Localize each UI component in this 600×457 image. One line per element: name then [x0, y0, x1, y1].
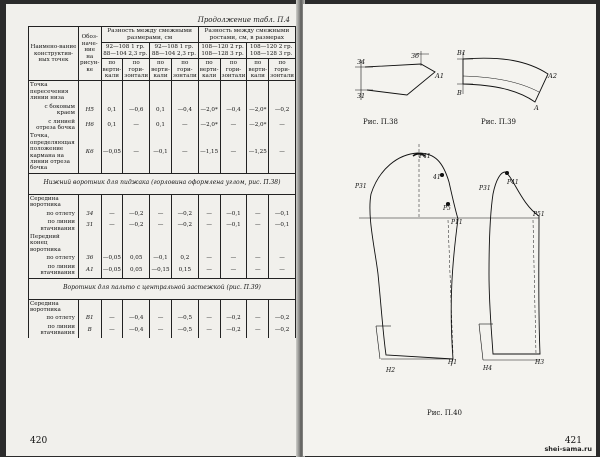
fig40-label: Р5	[443, 205, 451, 212]
left-page	[6, 4, 298, 456]
row-value: —0,05	[102, 255, 121, 262]
row-value: —0,2	[123, 210, 150, 218]
subheader: 92—108 1 гр. 88—104 2,3 гр.	[101, 43, 150, 59]
row-value	[150, 233, 172, 254]
row-value: —0,2	[171, 218, 198, 233]
row-value: —	[198, 323, 220, 338]
row-value	[198, 194, 220, 209]
row-value	[123, 194, 150, 209]
header-group-size: Разность между смежными размерами, см	[101, 27, 198, 43]
row-value: —0,2	[220, 323, 247, 338]
row-value: —	[123, 132, 150, 173]
fig40-label: Р31	[355, 183, 367, 190]
table-row	[29, 103, 296, 118]
row-value: —0,15	[150, 263, 172, 278]
subheader: 108—120 2 гр. 108—128 3 гр.	[247, 43, 296, 59]
row-value: —	[150, 210, 172, 218]
row-value	[123, 299, 150, 314]
row-value	[123, 233, 150, 254]
row-value	[171, 233, 198, 254]
row-value	[220, 233, 247, 254]
row-value	[247, 81, 269, 103]
row-value	[220, 299, 247, 314]
axis-header: по гори-зонтали	[124, 60, 149, 79]
table-row	[29, 132, 296, 173]
table-continuation-note: Продолжение табл. П.4	[197, 16, 290, 24]
row-code	[78, 233, 101, 254]
row-value: —0,1	[150, 132, 172, 173]
row-code: Н5	[78, 103, 101, 118]
row-value: —0,4	[171, 103, 198, 118]
row-value: —	[269, 118, 296, 133]
row-value	[150, 194, 172, 209]
row-name: по линии втачивания	[29, 263, 79, 278]
row-value: —	[198, 210, 220, 218]
table-row	[29, 194, 296, 209]
row-value	[101, 233, 123, 254]
row-value: 0,05	[123, 254, 150, 262]
row-code	[78, 81, 101, 103]
row-name: Точка, определяющая положение кармана на линии отреза бочка	[29, 132, 79, 173]
header-designation: Обоз-наче-ние на рисун-ке	[78, 27, 101, 81]
section-title-collar-jacket: Нижний воротник для пиджака (горловина оформлена углом, рис. П.38)	[29, 173, 296, 194]
figure-p40-under-sleeve	[479, 171, 540, 360]
fig40-label: Р41	[507, 179, 519, 186]
row-code: Н6	[78, 118, 101, 133]
row-value: —	[198, 263, 220, 278]
row-value: —1,15	[198, 132, 220, 173]
grading-table	[28, 26, 296, 338]
table-row	[29, 233, 296, 254]
row-value: —2,0*	[198, 103, 220, 118]
row-code: В	[78, 323, 101, 338]
row-value: —0,6	[123, 103, 150, 118]
row-code	[78, 194, 101, 209]
row-value: —	[101, 218, 123, 233]
fig40-label: Н2	[386, 367, 396, 374]
row-value	[269, 233, 296, 254]
axis-header: по верти-кали	[102, 60, 122, 79]
axis-header: по гори-зонтали	[270, 60, 294, 79]
fig40-label: Р51	[533, 211, 545, 218]
row-value: —	[247, 263, 269, 278]
row-value: —	[101, 210, 123, 218]
row-value: —0,2	[269, 314, 296, 322]
figure-p39-coat-collar	[457, 52, 548, 102]
row-value: —2,0*	[198, 118, 220, 133]
row-value: —0,1	[269, 218, 296, 233]
fig39-label: В	[457, 89, 462, 97]
fig38-label: З4	[357, 58, 366, 66]
row-value: —0,2	[123, 218, 150, 233]
row-value: 0,1	[101, 118, 123, 133]
row-name: Середина воротника	[29, 194, 79, 209]
row-value: —	[101, 323, 123, 338]
row-code: К6	[78, 132, 101, 173]
table-row	[29, 218, 296, 233]
caption-fig-p38: Рис. П.38	[363, 118, 398, 126]
row-name: Передний конец воротника	[29, 233, 79, 254]
row-value: —	[198, 254, 220, 262]
row-name: Точка пересечения линии низа	[29, 81, 79, 103]
row-value: 0,1	[150, 118, 172, 133]
row-value: —2,0*	[247, 103, 269, 118]
fig40-label: Р41	[419, 153, 431, 160]
row-value: —0,2	[220, 314, 247, 322]
row-name: по линии втачивания	[29, 218, 79, 233]
rows-b	[29, 194, 296, 278]
row-value: —	[123, 118, 150, 133]
fig40-label: Р11	[451, 219, 463, 226]
row-value: —	[247, 210, 269, 218]
row-value: 0,2	[171, 254, 198, 262]
row-value: 0,1	[150, 103, 172, 118]
table-row	[29, 118, 296, 133]
row-value	[247, 194, 269, 209]
subheader: 108—120 2 гр. 108—128 3 гр.	[198, 43, 247, 59]
axis-header: по верти-кали	[151, 60, 170, 79]
fig38-label: А1	[435, 72, 445, 80]
axis-header: по гори-зонтали	[221, 60, 246, 79]
page-number-left: 420	[30, 436, 48, 446]
row-value: —0,1	[269, 210, 296, 218]
axis-header: по верти-кали	[199, 60, 219, 79]
row-value	[269, 81, 296, 103]
row-name: по отлету	[29, 314, 79, 322]
row-value: —0,5	[171, 323, 198, 338]
subheader: 92—108 1 гр. 88—104 2,3 гр.	[150, 43, 199, 59]
row-code: А1	[78, 263, 101, 278]
row-value: —	[269, 132, 296, 173]
row-value: —0,05	[101, 132, 123, 173]
row-value	[101, 299, 123, 314]
figure-p38-collar	[355, 51, 435, 100]
row-name: по отлету	[29, 210, 79, 218]
fig40-label: Н1	[448, 359, 458, 366]
axis-header: по гори-зонтали	[172, 60, 197, 79]
row-value: —0,2	[171, 210, 198, 218]
row-value	[247, 299, 269, 314]
fig39-label: В1	[457, 49, 466, 57]
row-value	[150, 81, 172, 103]
axis-header: по верти-кали	[248, 60, 268, 79]
caption-fig-p40: Рис. П.40	[427, 409, 462, 417]
table-row	[29, 323, 296, 338]
page-number-right: 421	[564, 436, 582, 446]
table-row	[29, 263, 296, 278]
row-value: —	[101, 314, 123, 322]
table-row	[29, 81, 296, 103]
row-value: 0,05	[123, 263, 150, 278]
row-value	[198, 299, 220, 314]
row-value: —	[220, 118, 247, 133]
row-name: по линии втачивания	[29, 323, 79, 338]
row-value: —0,2	[269, 323, 296, 338]
row-value: —1,25	[247, 132, 269, 173]
table-row	[29, 254, 296, 262]
rows-c	[29, 299, 296, 338]
row-code	[78, 299, 101, 314]
fig40-label: Р31	[479, 185, 491, 192]
row-value	[198, 81, 220, 103]
row-value	[150, 299, 172, 314]
row-value: —0,5	[171, 314, 198, 322]
fig38-label: З1	[357, 92, 366, 100]
site-watermark: shei-sama.ru	[544, 445, 592, 453]
rows-a	[29, 81, 296, 173]
row-value	[101, 194, 123, 209]
row-code: З1	[78, 218, 101, 233]
row-value: —0,1	[220, 210, 247, 218]
row-code: З6	[78, 254, 101, 262]
row-value: —	[220, 263, 247, 278]
row-value: —	[247, 218, 269, 233]
row-value: —0,05	[101, 263, 123, 278]
row-name: Середина воротника	[29, 299, 79, 314]
row-value: —0,1	[150, 254, 172, 262]
row-value	[247, 233, 269, 254]
row-value: —	[171, 118, 198, 133]
row-value: —0,4	[123, 323, 150, 338]
row-value: —	[247, 323, 269, 338]
row-value: —	[171, 132, 198, 173]
row-value: —	[198, 314, 220, 322]
row-value: —	[198, 218, 220, 233]
row-value	[171, 194, 198, 209]
fig38-label: З6	[411, 52, 420, 60]
row-code: В1	[78, 314, 101, 322]
row-value: —	[247, 314, 269, 322]
row-value: —0,4	[123, 314, 150, 322]
caption-fig-p39: Рис. П.39	[481, 118, 516, 126]
fig39-label: А2	[548, 72, 558, 80]
figure-p40-upper-sleeve	[359, 144, 539, 366]
figures-canvas	[303, 4, 596, 456]
header-group-height: Разность между смежными ростами, см, в размерах	[198, 27, 295, 43]
row-name: с боковым краем	[29, 103, 79, 118]
row-value	[220, 194, 247, 209]
row-value: —0,4	[220, 103, 247, 118]
fig40-label: Н3	[535, 359, 545, 366]
row-value: —	[269, 254, 296, 262]
row-name: по отлету	[29, 254, 79, 262]
row-value: —	[247, 254, 269, 262]
row-value	[171, 81, 198, 103]
row-value: —	[220, 132, 247, 173]
row-value	[269, 194, 296, 209]
table-row	[29, 299, 296, 314]
row-code: З4	[78, 210, 101, 218]
row-value: —	[220, 254, 247, 262]
row-value	[269, 299, 296, 314]
table-row	[29, 314, 296, 322]
row-name: с линией отреза бочка	[29, 118, 79, 133]
fig39-label: А	[534, 104, 539, 112]
row-value	[171, 299, 198, 314]
row-value: —2,0*	[247, 118, 269, 133]
row-value	[101, 81, 123, 103]
row-value	[220, 81, 247, 103]
fig40-label: Н4	[483, 365, 493, 372]
row-value: —	[150, 218, 172, 233]
row-value: —	[150, 314, 172, 322]
row-value: 0,1	[101, 103, 123, 118]
row-value: —	[269, 263, 296, 278]
row-value	[198, 233, 220, 254]
row-value: —	[150, 323, 172, 338]
row-value: —0,1	[220, 218, 247, 233]
row-value	[123, 81, 150, 103]
fig40-label: 41	[433, 174, 441, 181]
right-page	[303, 4, 596, 456]
row-value: 0,15	[171, 263, 198, 278]
header-name: Наимено-вание конструктив-ных точек	[29, 27, 79, 81]
table-row	[29, 210, 296, 218]
section-title-collar-coat: Воротник для пальто с центральной застежкой (рис. П.39)	[29, 278, 296, 299]
row-value: —0,2	[269, 103, 296, 118]
